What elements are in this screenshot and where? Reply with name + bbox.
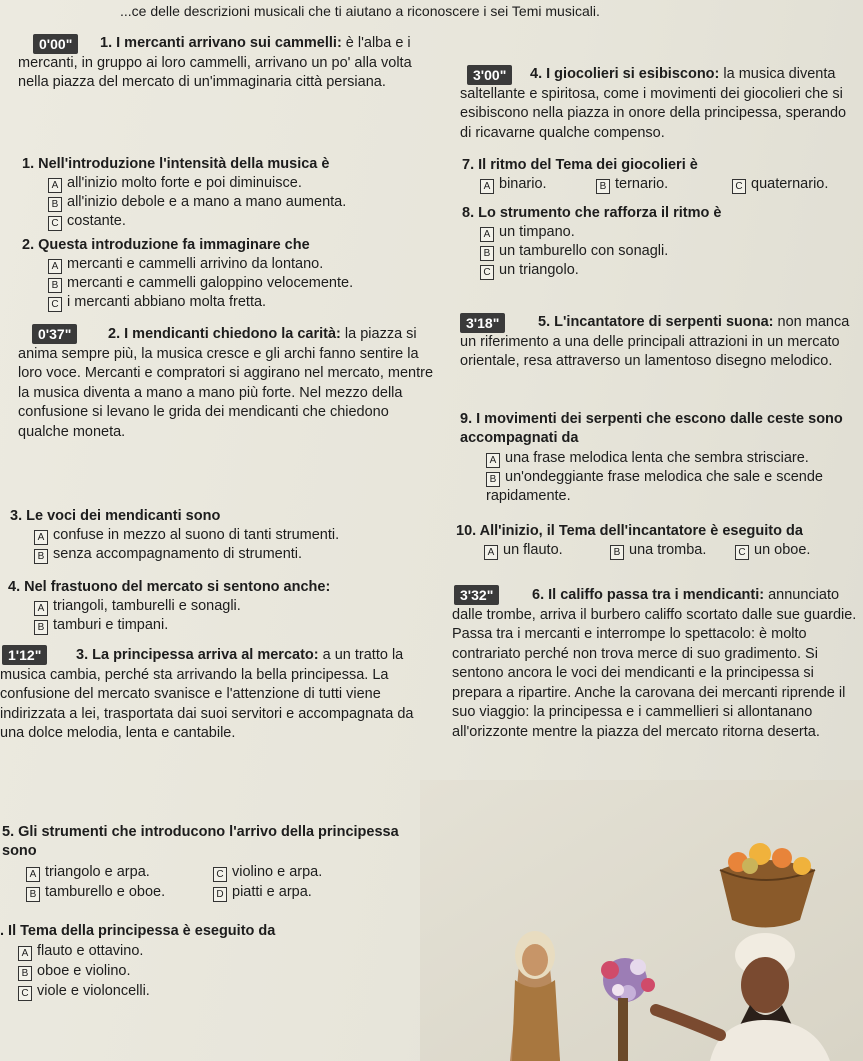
question-3: 3. Le voci dei mendicanti sono <box>10 508 221 524</box>
q5-option-a[interactable]: A triangolo e arpa. <box>26 863 150 882</box>
q8-option-c[interactable]: C un triangolo. <box>480 261 579 280</box>
section-5-title: 5. L'incantatore di serpenti suona: <box>538 314 774 330</box>
section-4-body: la musica diventa saltellante e spiritosa, come i movimenti dei giocolieri che si esibiscono nella piazza in onore della principessa, sperando di ricavarne qualche compenso. <box>460 66 847 141</box>
question-5: 5. Gli strumenti che introducono l'arrivo della principessa sono <box>2 824 399 859</box>
section-3-body: a un tratto la musica cambia, perché sta arrivando la bella principessa. La confusione del mercato svanisce e l'attenzione di tutti viene indirizzata a lei, trasportata dai suoi servitori e accompagnata da una dolce melodia, lenta e cantabile. <box>0 647 414 741</box>
q1-option-b[interactable]: B all'inizio debole e a mano a mano aumenta. <box>48 193 346 212</box>
q10-option-a[interactable]: A un flauto. <box>484 541 563 560</box>
section-6-text <box>452 586 857 742</box>
q6-option-a[interactable]: A flauto e ottavino. <box>18 942 143 961</box>
q2-option-c[interactable]: C i mercanti abbiano molta fretta. <box>48 293 266 312</box>
question-7: 7. Il ritmo del Tema dei giocolieri è <box>462 157 698 173</box>
question-9: 9. I movimenti dei serpenti che escono dalle ceste sono accompagnati da <box>460 411 843 446</box>
section-2-body: la piazza si anima sempre più, la musica cresce e gli archi fanno sentire la loro voce. Mercanti e compratori si aggirano nel mercato, mentre la musica diventa a mano a mano più forte. Nel mezzo della confusione si levano le grida dei mendicanti che chiedono qualche moneta. <box>18 326 434 440</box>
section-6-title: 6. Il califfo passa tra i mendicanti: <box>532 587 765 603</box>
section-1-body: è l'alba e i mercanti, in gruppo ai loro cammelli, arrivano un po' alla volta nella piazza del mercato di un'immaginaria città persiana. <box>18 35 412 90</box>
market-scene-picture <box>420 780 863 1061</box>
question-6: . Il Tema della principessa è eseguito da <box>0 923 276 939</box>
q7-option-a[interactable]: A binario. <box>480 175 547 194</box>
question-8: 8. Lo strumento che rafforza il ritmo è <box>462 205 722 221</box>
q6-option-b[interactable]: B oboe e violino. <box>18 962 131 981</box>
section-4-text <box>460 65 856 143</box>
time-badge-6: 3'32" <box>454 585 499 605</box>
section-4-title: 4. I giocolieri si esibiscono: <box>530 66 720 82</box>
time-badge-5: 3'18" <box>460 313 505 333</box>
option-box-a: A <box>48 178 62 193</box>
q7-option-c[interactable]: C quaternario. <box>732 175 828 194</box>
section-5-body: non manca un riferimento a una delle principali attrazioni in un mercato orientale, resa attraverso un lamentoso disegno melodico. <box>460 314 850 369</box>
q4-option-a[interactable]: A triangoli, tamburelli e sonagli. <box>34 597 241 616</box>
q10-option-b[interactable]: B una tromba. <box>610 541 706 560</box>
time-badge-4: 3'00" <box>467 65 512 85</box>
q5-option-b[interactable]: B tamburello e oboe. <box>26 883 165 902</box>
question-10: 10. All'inizio, il Tema dell'incantatore è eseguito da <box>456 523 803 539</box>
q2-option-b[interactable]: B mercanti e cammelli galoppino velocemente. <box>48 274 353 293</box>
question-2: 2. Questa introduzione fa immaginare che <box>22 237 310 253</box>
section-2-title: 2. I mendicanti chiedono la carità: <box>108 326 341 342</box>
q1-option-c[interactable]: C costante. <box>48 212 126 231</box>
page-header: ...ce delle descrizioni musicali che ti aiutano a riconoscere i sei Temi musicali. <box>120 3 600 19</box>
question-1: 1. Nell'introduzione l'intensità della musica è <box>22 156 330 172</box>
q8-option-b[interactable]: B un tamburello con sonagli. <box>480 242 668 261</box>
q2-option-a[interactable]: A mercanti e cammelli arrivino da lontano. <box>48 255 323 274</box>
section-6-body: annunciato dalle trombe, arriva il burbero califfo scortato dalle sue guardie. Passa tra i mercanti e interrompe lo spettacolo: è molto contrariato perché non trova merce di suo gradimento. Si sentono ancora le voci dei mendicanti e la principessa si prepara a ripartire. Anche la carovana dei mercanti riprende il suo viaggio: la principessa e i cammellieri si allontanano all'orizzonte mentre la piazza del mercato ritorna deserta. <box>452 587 857 740</box>
section-2-text <box>18 325 438 442</box>
q5-option-c[interactable]: C violino e arpa. <box>213 863 322 882</box>
section-1-title: 1. I mercanti arrivano sui cammelli: <box>100 35 342 51</box>
question-4: 4. Nel frastuono del mercato si sentono anche: <box>8 579 331 595</box>
q6-option-c[interactable]: C viole e violoncelli. <box>18 982 150 1001</box>
section-3-text <box>0 646 428 744</box>
time-badge-1: 0'00" <box>33 34 78 54</box>
woman-figure <box>510 931 560 1061</box>
option-box-b: B <box>48 197 62 212</box>
illustration-market-scene <box>420 780 863 1061</box>
section-1-text <box>18 34 438 93</box>
q3-option-b[interactable]: B senza accompagnamento di strumenti. <box>34 545 302 564</box>
q4-option-b[interactable]: B tamburi e timpani. <box>34 616 168 635</box>
q3-option-a[interactable]: A confuse in mezzo al suono di tanti strumenti. <box>34 526 339 545</box>
q7-option-b[interactable]: B ternario. <box>596 175 668 194</box>
option-box-c: C <box>48 216 62 231</box>
time-badge-2: 0'37" <box>32 324 77 344</box>
q1-option-a[interactable]: A all'inizio molto forte e poi diminuisce. <box>48 174 302 193</box>
section-5-text <box>460 313 858 372</box>
section-3-title: 3. La principessa arriva al mercato: <box>76 647 319 663</box>
q5-option-d[interactable]: D piatti e arpa. <box>213 883 312 902</box>
q9-option-b[interactable]: B un'ondeggiante frase melodica che sale e scende rapidamente. <box>486 469 823 504</box>
q8-option-a[interactable]: A un timpano. <box>480 223 575 242</box>
time-badge-3: 1'12" <box>2 645 47 665</box>
q9-option-a[interactable]: A una frase melodica lenta che sembra strisciare. <box>486 449 809 468</box>
q10-option-c[interactable]: C un oboe. <box>735 541 810 560</box>
